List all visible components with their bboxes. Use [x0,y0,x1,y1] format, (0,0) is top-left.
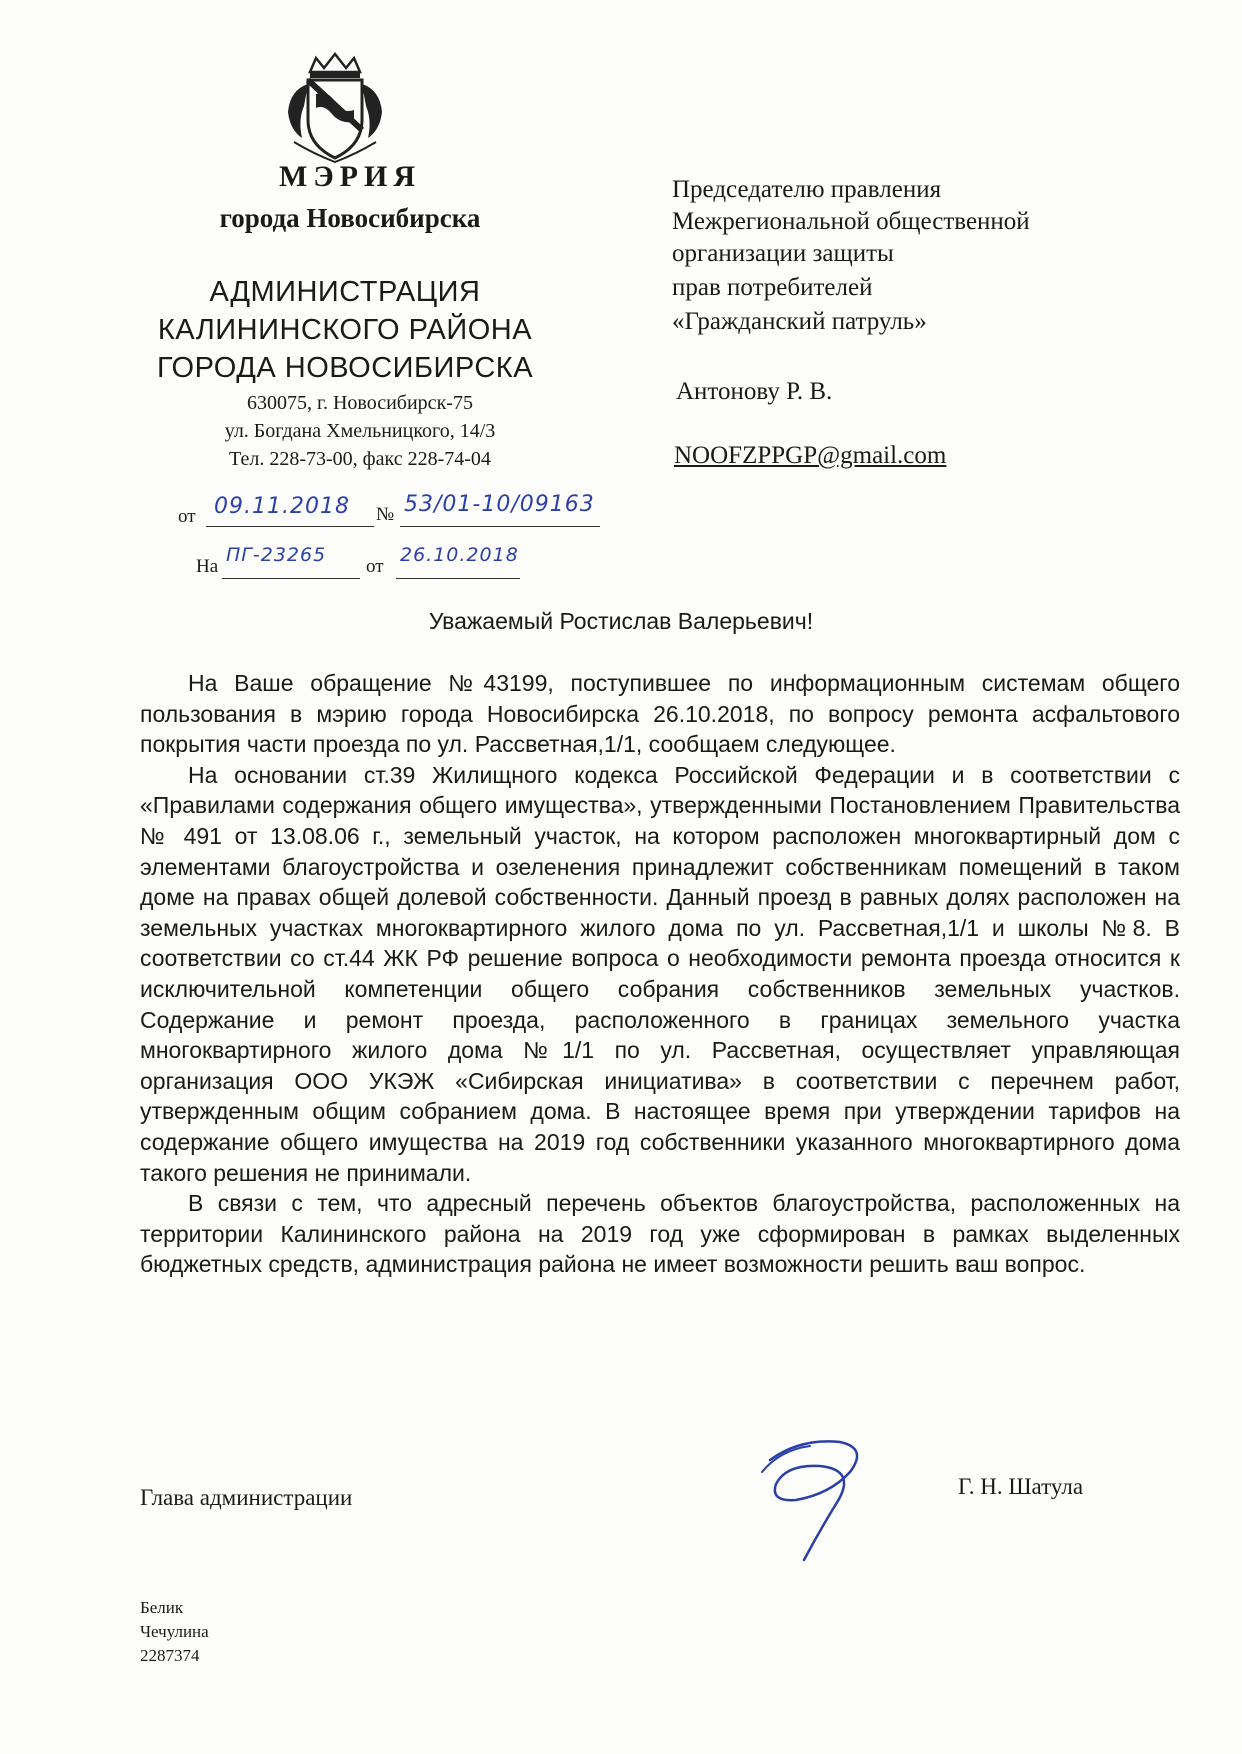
addressee-line-4: прав потребителей [672,274,873,301]
signatory-position: Глава администрации [140,1485,353,1510]
number-value: 53/01-10/09163 [404,492,595,517]
ref-date-prefix: от [366,556,384,577]
number-prefix: № [376,504,395,525]
date-underline [206,526,374,527]
addressee-line-1: Председателю правления [672,176,942,203]
executor-phone: 2287374 [140,1646,200,1665]
ref-value: ПГ-23265 [226,544,327,566]
letter-body [140,668,1180,1280]
ref-underline [222,578,360,579]
ref-date-value: 26.10.2018 [400,544,519,566]
admin-line-1: АДМИНИСТРАЦИЯ [209,276,481,308]
greeting: Уважаемый Ростислав Валерьевич! [428,608,814,634]
address-line-3: Тел. 228-73-00, факс 228-74-04 [229,448,491,470]
coat-of-arms-emblem [280,50,390,165]
date-value: 09.11.2018 [214,494,350,519]
ref-date-underline [396,578,520,579]
address-line-2: ул. Богдана Хмельницкого, 14/3 [224,420,496,442]
addressee-line-2: Межрегиональной общественной [672,208,1030,235]
body-paragraph-1: На Ваше обращение №43199, поступившее по информационным системам общего пользования в мэрию города Новосибирска 26.10.2018, по вопросу ремонта асфальтового покрытия части проезда по ул. Рассветная,1/1, сообщаем следующее. [140,670,1180,758]
date-prefix: от [178,506,196,527]
addressee-email[interactable]: NOOFZPPGP@gmail.com [674,442,947,469]
ref-prefix: На [196,556,219,577]
org-city: города Новосибирска [219,203,481,233]
executor-2: Чечулина [140,1622,209,1641]
admin-line-3: ГОРОДА НОВОСИБИРСКА [156,352,534,384]
number-underline [400,526,600,527]
admin-line-2: КАЛИНИНСКОГО РАЙОНА [157,314,533,346]
executor-1: Белик [140,1598,184,1617]
org-title: МЭРИЯ [279,160,421,193]
body-paragraph-2: На основании ст.39 Жилищного кодекса Российской Федерации и в соответствии с «Правилами содержания общего имущества», утвержденными Постановлением Правительства № 491 от 13.08.06 г., земельный участок, на котором расположен многоквартирный дом с элементами благоустройства и озеленения принадлежит собственникам помещений в таком доме на правах общей долевой собственности. Данный проезд в равных долях расположен на земельных участках многоквартирного жилого дома по ул. Рассветная,1/1 и школы №8. В соответствии со ст.44 ЖК РФ решение вопроса о необходимости ремонта проезда относится к исключительной компетенции общего собрания собственников земельных участков. Содержание и ремонт проезда, расположенного в границах земельного участка многоквартирного жилого дома №1/1 по ул. Рассветная, осуществляет управляющая организация ООО УКЭЖ «Сибирская инициатива» в соответствии с перечнем работ, утвержденным общим собранием дома. В настоящее время при утверждении тарифов на содержание общего имущества на 2019 год собственники указанного многоквартирного дома такого решения не принимали. [140,761,1180,1186]
addressee-line-3: организации защиты [672,240,894,267]
addressee-name: Антонову Р. В. [676,378,833,405]
signatory-name: Г. Н. Шатула [958,1474,1084,1499]
body-paragraph-3: В связи с тем, что адресный перечень объектов благоустройства, расположенных на территории Калининского района на 2019 год уже сформирован в рамках выделенных бюджетных средств, администрация района не имеет возможности решить ваш вопрос. [140,1190,1180,1278]
address-line-1: 630075, г. Новосибирск-75 [247,392,473,414]
addressee-line-5: «Гражданский патруль» [672,308,927,335]
handwritten-signature [740,1420,890,1570]
